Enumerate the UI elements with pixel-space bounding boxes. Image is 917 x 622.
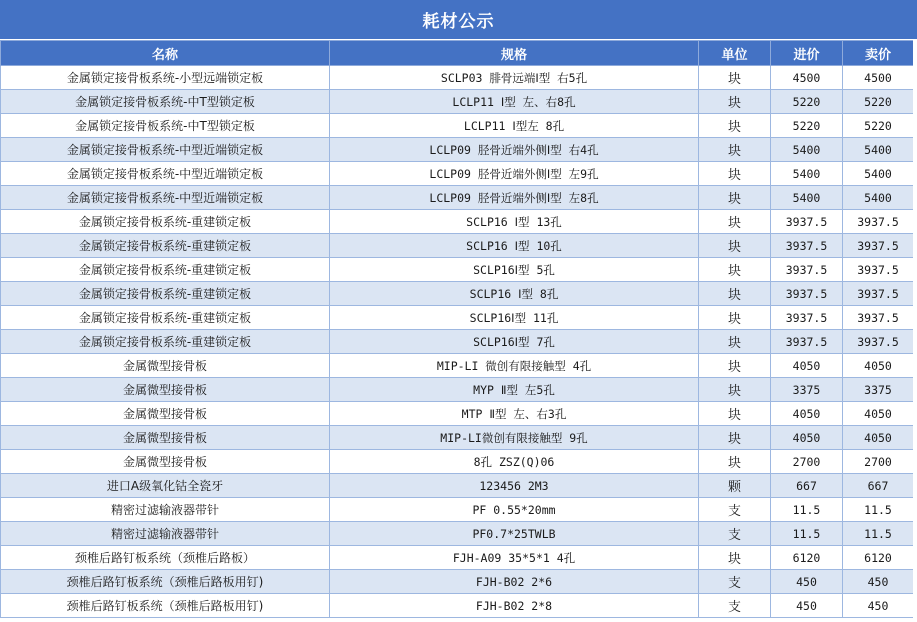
- cell-unit[interactable]: 块: [699, 450, 771, 474]
- cell-cost[interactable]: 5400: [771, 138, 843, 162]
- cell-price[interactable]: 5220: [843, 114, 914, 138]
- cell-cost[interactable]: 4050: [771, 426, 843, 450]
- cell-cost[interactable]: 5220: [771, 90, 843, 114]
- cell-name[interactable]: 金属锁定接骨板系统-重建锁定板: [1, 234, 330, 258]
- table-row[interactable]: [1, 354, 914, 378]
- table-row[interactable]: [1, 234, 914, 258]
- table-row[interactable]: [1, 474, 914, 498]
- table-row[interactable]: [1, 210, 914, 234]
- cell-spec[interactable]: MTP Ⅱ型 左、右3孔: [330, 402, 699, 426]
- cell-unit[interactable]: 支: [699, 594, 771, 618]
- sheet-edge: [913, 39, 917, 622]
- table-row[interactable]: [1, 162, 914, 186]
- cell-cost[interactable]: 667: [771, 474, 843, 498]
- cell-name[interactable]: 金属锁定接骨板系统-中T型锁定板: [1, 114, 330, 138]
- cell-cost[interactable]: 3937.5: [771, 234, 843, 258]
- cell-spec[interactable]: SCLP16Ⅰ型 5孔: [330, 258, 699, 282]
- cell-price[interactable]: 3937.5: [843, 330, 914, 354]
- cell-spec[interactable]: 123456 2M3: [330, 474, 699, 498]
- table-row[interactable]: [1, 114, 914, 138]
- cell-unit[interactable]: 块: [699, 546, 771, 570]
- cell-cost[interactable]: 11.5: [771, 522, 843, 546]
- cell-cost[interactable]: 450: [771, 570, 843, 594]
- cell-name[interactable]: 颈椎后路钉板系统（颈椎后路板）: [1, 546, 330, 570]
- cell-price[interactable]: 4050: [843, 354, 914, 378]
- table-row[interactable]: [1, 522, 914, 546]
- table-row[interactable]: [1, 306, 914, 330]
- consumables-table: [0, 40, 914, 618]
- cell-cost[interactable]: 11.5: [771, 498, 843, 522]
- cell-unit[interactable]: 块: [699, 306, 771, 330]
- column-header-cost[interactable]: 进价: [771, 41, 843, 66]
- cell-cost[interactable]: 4050: [771, 402, 843, 426]
- cell-spec[interactable]: SCLP16Ⅰ型 11孔: [330, 306, 699, 330]
- cell-spec[interactable]: FJH-A09 35*5*1 4孔: [330, 546, 699, 570]
- cell-spec[interactable]: SCLP16Ⅰ型 7孔: [330, 330, 699, 354]
- cell-name[interactable]: 金属锁定接骨板系统-重建锁定板: [1, 282, 330, 306]
- cell-spec[interactable]: LCLP11 Ⅰ型左 8孔: [330, 114, 699, 138]
- cell-unit[interactable]: 块: [699, 114, 771, 138]
- cell-name[interactable]: 颈椎后路钉板系统（颈椎后路板用钉): [1, 594, 330, 618]
- cell-unit[interactable]: 块: [699, 210, 771, 234]
- cell-name[interactable]: 金属微型接骨板: [1, 354, 330, 378]
- cell-name[interactable]: 金属锁定接骨板系统-中型近端锁定板: [1, 138, 330, 162]
- table-row[interactable]: [1, 594, 914, 618]
- table-row[interactable]: [1, 330, 914, 354]
- cell-name[interactable]: 金属锁定接骨板系统-中T型锁定板: [1, 90, 330, 114]
- cell-unit[interactable]: 块: [699, 234, 771, 258]
- cell-price[interactable]: 11.5: [843, 522, 914, 546]
- cell-name[interactable]: 金属锁定接骨板系统-重建锁定板: [1, 306, 330, 330]
- sheet-title: 耗材公示: [0, 0, 917, 40]
- cell-name[interactable]: 进口A级氧化钴全瓷牙: [1, 474, 330, 498]
- cell-price[interactable]: 3937.5: [843, 234, 914, 258]
- cell-cost[interactable]: 3375: [771, 378, 843, 402]
- cell-price[interactable]: 667: [843, 474, 914, 498]
- cell-name[interactable]: 颈椎后路钉板系统（颈椎后路板用钉): [1, 570, 330, 594]
- cell-price[interactable]: 11.5: [843, 498, 914, 522]
- cell-cost[interactable]: 5400: [771, 186, 843, 210]
- cell-spec[interactable]: MIP-LI 微创有限接触型 4孔: [330, 354, 699, 378]
- cell-unit[interactable]: 块: [699, 402, 771, 426]
- cell-unit[interactable]: 支: [699, 570, 771, 594]
- table-row[interactable]: [1, 282, 914, 306]
- cell-name[interactable]: 金属锁定接骨板系统-中型近端锁定板: [1, 162, 330, 186]
- header-row: [1, 41, 914, 66]
- cell-price[interactable]: 4500: [843, 66, 914, 90]
- cell-price[interactable]: 450: [843, 570, 914, 594]
- cell-name[interactable]: 金属锁定接骨板系统-小型远端锁定板: [1, 66, 330, 90]
- cell-price[interactable]: 4050: [843, 426, 914, 450]
- cell-cost[interactable]: 4500: [771, 66, 843, 90]
- column-header-spec[interactable]: 规格: [330, 41, 699, 66]
- cell-price[interactable]: 5400: [843, 186, 914, 210]
- table-row[interactable]: [1, 90, 914, 114]
- cell-cost[interactable]: 6120: [771, 546, 843, 570]
- column-header-unit[interactable]: 单位: [699, 41, 771, 66]
- cell-cost[interactable]: 5400: [771, 162, 843, 186]
- cell-name[interactable]: 金属锁定接骨板系统-重建锁定板: [1, 330, 330, 354]
- cell-cost[interactable]: 4050: [771, 354, 843, 378]
- table-row[interactable]: [1, 402, 914, 426]
- cell-price[interactable]: 3937.5: [843, 258, 914, 282]
- cell-price[interactable]: 3937.5: [843, 282, 914, 306]
- cell-price[interactable]: 3937.5: [843, 210, 914, 234]
- cell-spec[interactable]: LCLP09 胫骨近端外侧Ⅰ型 左8孔: [330, 186, 699, 210]
- column-header-price[interactable]: 卖价: [843, 41, 914, 66]
- cell-unit[interactable]: 块: [699, 162, 771, 186]
- cell-unit[interactable]: 块: [699, 186, 771, 210]
- cell-spec[interactable]: LCLP11 Ⅰ型 左、右8孔: [330, 90, 699, 114]
- cell-unit[interactable]: 块: [699, 354, 771, 378]
- cell-cost[interactable]: 3937.5: [771, 258, 843, 282]
- cell-name[interactable]: 精密过滤输液器带针: [1, 498, 330, 522]
- cell-name[interactable]: 金属微型接骨板: [1, 426, 330, 450]
- table-row[interactable]: [1, 66, 914, 90]
- cell-cost[interactable]: 5220: [771, 114, 843, 138]
- cell-unit[interactable]: 支: [699, 522, 771, 546]
- cell-spec[interactable]: 8孔 ZSZ(Q)06: [330, 450, 699, 474]
- table-row[interactable]: [1, 498, 914, 522]
- cell-spec[interactable]: SCLP16 Ⅰ型 8孔: [330, 282, 699, 306]
- cell-name[interactable]: 金属锁定接骨板系统-重建锁定板: [1, 210, 330, 234]
- cell-name[interactable]: 金属锁定接骨板系统-中型近端锁定板: [1, 186, 330, 210]
- cell-price[interactable]: 3937.5: [843, 306, 914, 330]
- cell-spec[interactable]: SCLP03 腓骨远端Ⅰ型 右5孔: [330, 66, 699, 90]
- cell-name[interactable]: 金属微型接骨板: [1, 378, 330, 402]
- cell-name[interactable]: 金属微型接骨板: [1, 402, 330, 426]
- cell-spec[interactable]: MIP-LI微创有限接触型 9孔: [330, 426, 699, 450]
- column-header-name[interactable]: 名称: [1, 41, 330, 66]
- cell-spec[interactable]: PF 0.55*20mm: [330, 498, 699, 522]
- cell-unit[interactable]: 块: [699, 66, 771, 90]
- cell-price[interactable]: 2700: [843, 450, 914, 474]
- cell-price[interactable]: 6120: [843, 546, 914, 570]
- table-row[interactable]: [1, 138, 914, 162]
- cell-price[interactable]: 5400: [843, 162, 914, 186]
- cell-spec[interactable]: LCLP09 胫骨近端外侧Ⅰ型 右4孔: [330, 138, 699, 162]
- cell-cost[interactable]: 2700: [771, 450, 843, 474]
- cell-unit[interactable]: 支: [699, 498, 771, 522]
- cell-unit[interactable]: 块: [699, 90, 771, 114]
- cell-unit[interactable]: 块: [699, 330, 771, 354]
- cell-spec[interactable]: PF0.7*25TWLB: [330, 522, 699, 546]
- cell-price[interactable]: 450: [843, 594, 914, 618]
- cell-spec[interactable]: MYP Ⅱ型 左5孔: [330, 378, 699, 402]
- cell-cost[interactable]: 3937.5: [771, 210, 843, 234]
- cell-unit[interactable]: 块: [699, 282, 771, 306]
- cell-unit[interactable]: 块: [699, 138, 771, 162]
- cell-name[interactable]: 金属锁定接骨板系统-重建锁定板: [1, 258, 330, 282]
- cell-spec[interactable]: SCLP16 Ⅰ型 13孔: [330, 210, 699, 234]
- cell-price[interactable]: 4050: [843, 402, 914, 426]
- cell-spec[interactable]: FJH-B02 2*6: [330, 570, 699, 594]
- cell-cost[interactable]: 450: [771, 594, 843, 618]
- cell-cost[interactable]: 3937.5: [771, 330, 843, 354]
- cell-cost[interactable]: 3937.5: [771, 306, 843, 330]
- cell-unit[interactable]: 颗: [699, 474, 771, 498]
- cell-spec[interactable]: FJH-B02 2*8: [330, 594, 699, 618]
- cell-spec[interactable]: LCLP09 胫骨近端外侧Ⅰ型 左9孔: [330, 162, 699, 186]
- cell-price[interactable]: 5400: [843, 138, 914, 162]
- cell-cost[interactable]: 3937.5: [771, 282, 843, 306]
- cell-unit[interactable]: 块: [699, 378, 771, 402]
- table-row[interactable]: [1, 546, 914, 570]
- table-row[interactable]: [1, 450, 914, 474]
- cell-name[interactable]: 精密过滤输液器带针: [1, 522, 330, 546]
- cell-spec[interactable]: SCLP16 Ⅰ型 10孔: [330, 234, 699, 258]
- cell-unit[interactable]: 块: [699, 426, 771, 450]
- table-row[interactable]: [1, 258, 914, 282]
- table-row[interactable]: [1, 426, 914, 450]
- table-row[interactable]: [1, 186, 914, 210]
- cell-price[interactable]: 5220: [843, 90, 914, 114]
- cell-unit[interactable]: 块: [699, 258, 771, 282]
- table-row[interactable]: [1, 570, 914, 594]
- cell-name[interactable]: 金属微型接骨板: [1, 450, 330, 474]
- table-row[interactable]: [1, 378, 914, 402]
- cell-price[interactable]: 3375: [843, 378, 914, 402]
